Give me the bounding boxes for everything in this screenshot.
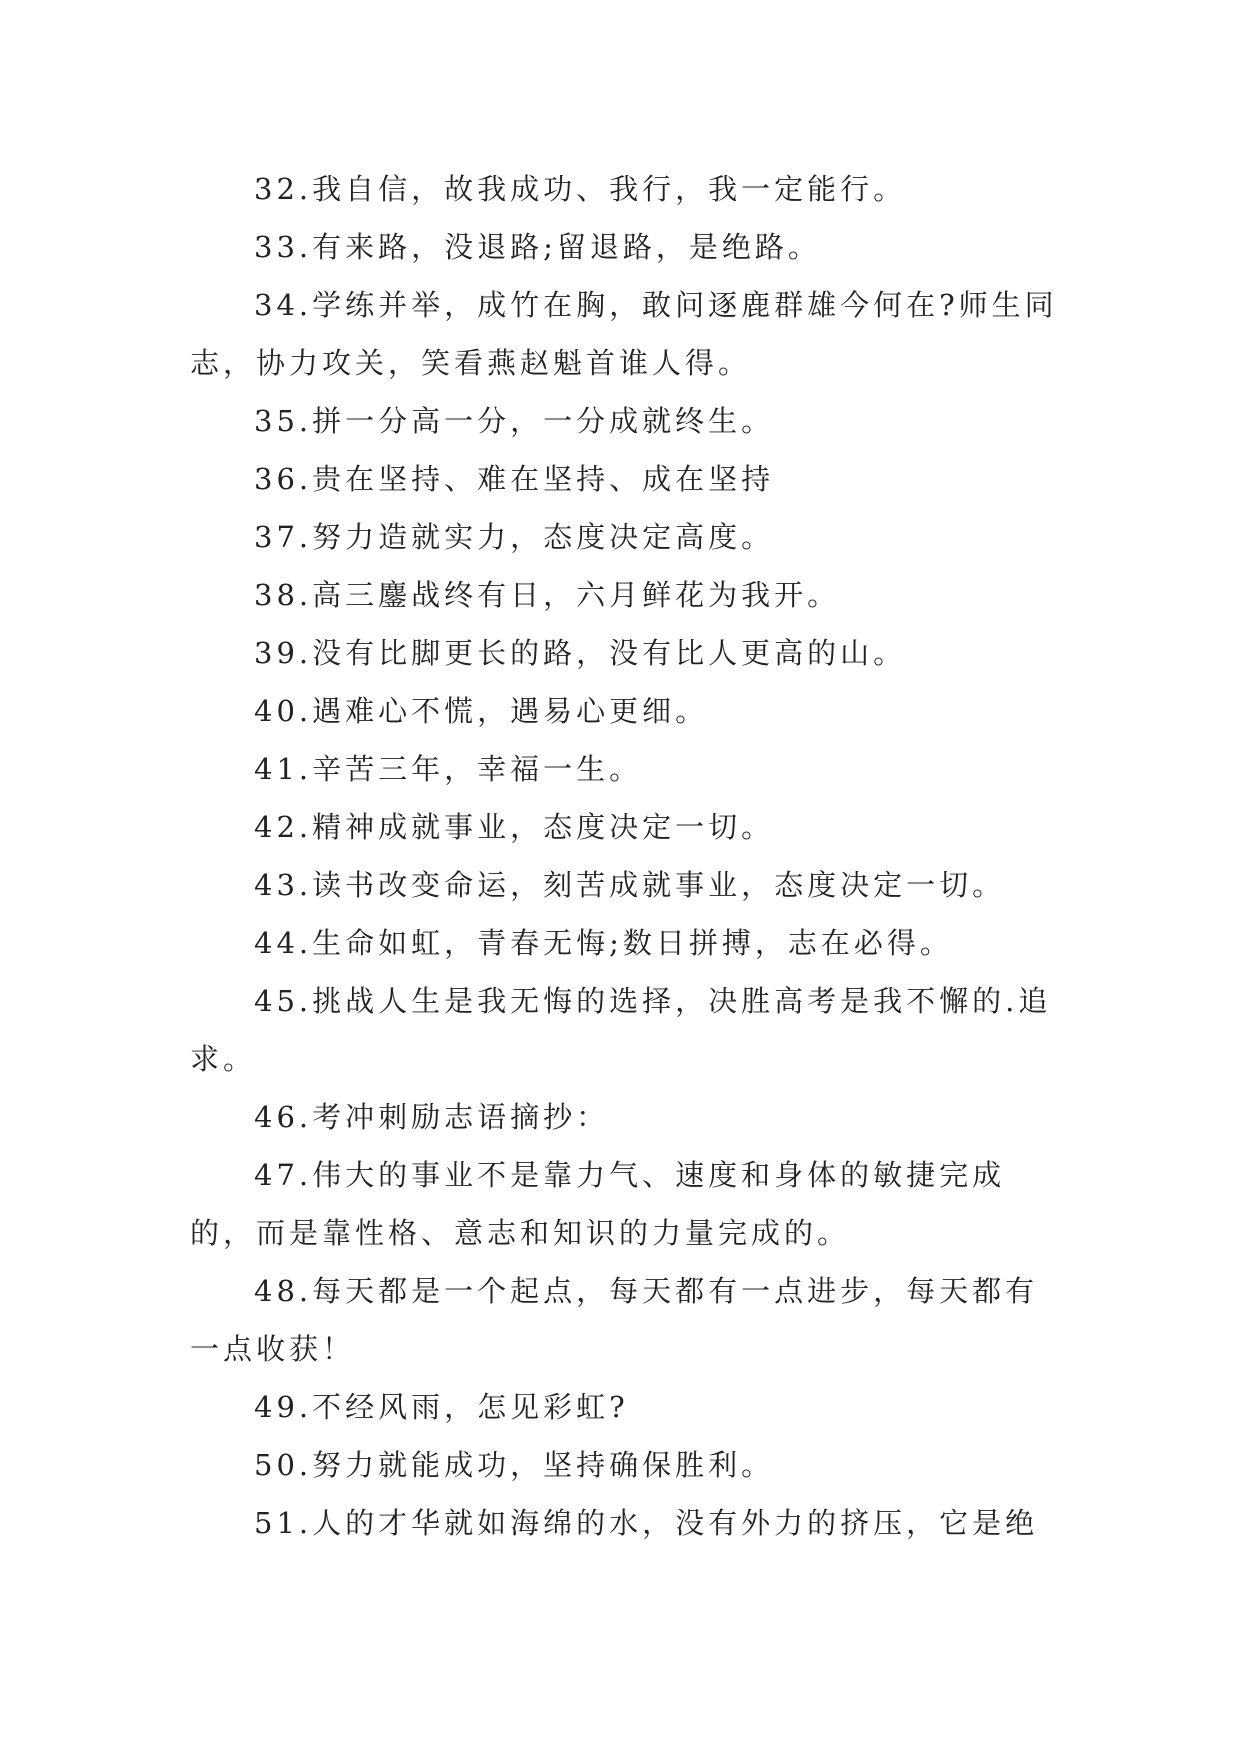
paragraph-47: 47.伟大的事业不是靠力气、速度和身体的敏捷完成的，而是靠性格、意志和知识的力量完成的。 — [190, 1158, 1006, 1250]
paragraph-35: 35.拼一分高一分，一分成就终生。 — [254, 404, 775, 438]
paragraph-49: 49.不经风雨，怎见彩虹? — [254, 1390, 629, 1424]
paragraph-32: 32.我自信，故我成功、我行，我一定能行。 — [254, 172, 907, 206]
document-body — [190, 160, 1070, 1552]
paragraph-37: 37.努力造就实力，态度决定高度。 — [254, 520, 775, 554]
paragraph-48: 48.每天都是一个起点，每天都有一点进步，每天都有一点收获！ — [190, 1274, 1039, 1366]
paragraph-51: 51.人的才华就如海绵的水，没有外力的挤压，它是绝 — [254, 1506, 1039, 1540]
paragraph-38: 38.高三鏖战终有日，六月鲜花为我开。 — [254, 578, 841, 612]
paragraph-44: 44.生命如虹，青春无悔;数日拼搏，志在必得。 — [254, 926, 953, 960]
paragraph-50: 50.努力就能成功，坚持确保胜利。 — [254, 1448, 775, 1482]
paragraph-34: 34.学练并举，成竹在胸，敢问逐鹿群雄今何在?师生同志，协力攻关，笑看燕赵魁首谁人得。 — [190, 288, 1058, 380]
paragraph-33: 33.有来路，没退路;留退路，是绝路。 — [254, 230, 821, 264]
paragraph-41: 41.辛苦三年，幸福一生。 — [254, 752, 643, 786]
paragraph-40: 40.遇难心不慌，遇易心更细。 — [254, 694, 709, 728]
paragraph-36: 36.贵在坚持、难在坚持、成在坚持 — [254, 462, 775, 496]
paragraph-45: 45.挑战人生是我无悔的选择，决胜高考是我不懈的.追求。 — [190, 984, 1052, 1076]
paragraph-46: 46.考冲刺励志语摘抄： — [254, 1100, 610, 1134]
paragraph-42: 42.精神成就事业，态度决定一切。 — [254, 810, 775, 844]
paragraph-39: 39.没有比脚更长的路，没有比人更高的山。 — [254, 636, 907, 670]
paragraph-43: 43.读书改变命运，刻苦成就事业，态度决定一切。 — [254, 868, 1006, 902]
